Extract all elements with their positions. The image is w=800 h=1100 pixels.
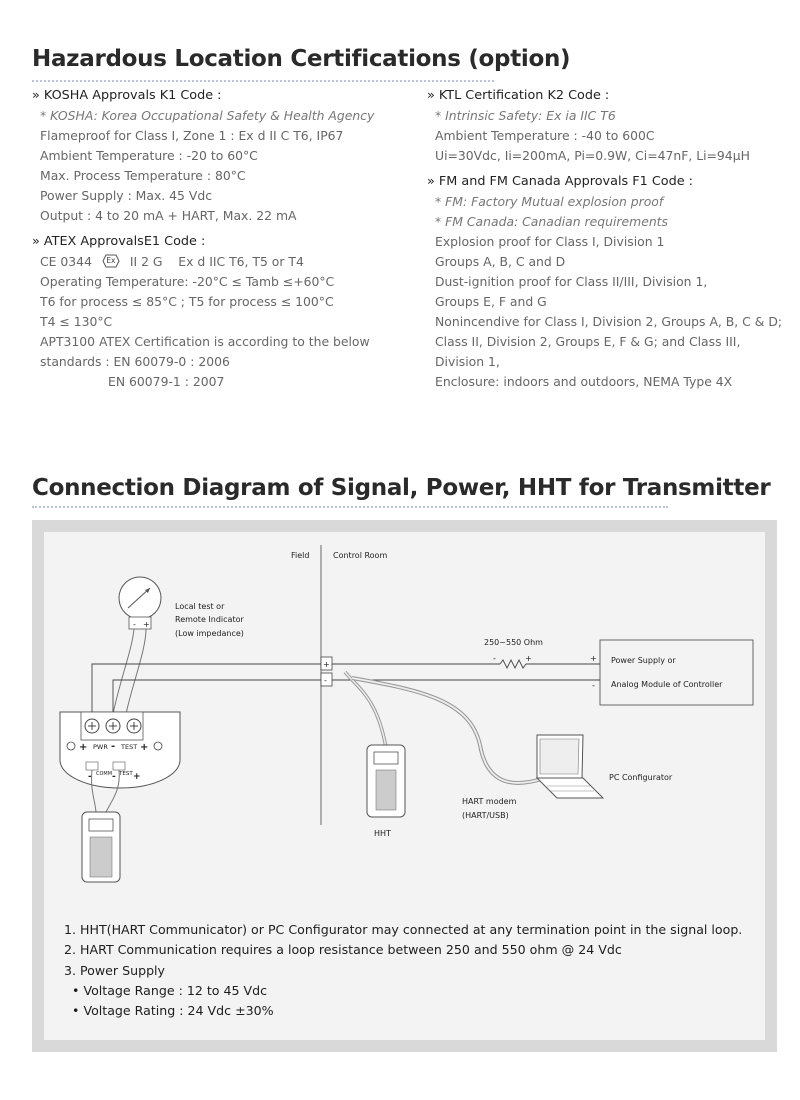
fm-line: Groups E, F and G [435,294,547,309]
kosha-line: Ambient Temperature : -20 to 60°C [40,148,258,163]
atex-line: standards : EN 60079-0 : 2006 [40,354,230,369]
resistor-minus: - [493,654,496,663]
atex-cert-prefix: CE 0344 [40,254,92,269]
power-supply-label: Analog Module of Controller [611,680,723,689]
hht-lower-device-icon [82,812,120,882]
resistor-icon [500,660,526,668]
gauge-plus: + [143,620,150,629]
kosha-line: Power Supply : Max. 45 Vdc [40,188,213,203]
resistor-plus: + [525,654,532,663]
kosha-heading: » KOSHA Approvals K1 Code : [32,88,222,103]
pc-configurator-label: PC Configurator [609,773,673,782]
hht-label: HHT [374,829,391,838]
hart-modem-label: (HART/USB) [462,811,509,820]
atex-cert-suffix: II 2 G Ex d IIC T6, T5 or T4 [129,254,304,269]
terminal-plus-label: + [323,660,330,669]
connection-title: Connection Diagram of Signal, Power, HHT for Transmitter [32,475,771,501]
hazardous-title: Hazardous Location Certifications (option) [32,46,571,72]
local-indicator-label: Remote Indicator [175,615,244,624]
atex-line: T4 ≤ 130°C [40,314,113,329]
ktl-line: Ui=30Vdc, Ii=200mA, Pi=0.9W, Ci=47nF, Li=94μH [435,148,750,163]
fm-line: Dust-ignition proof for Class II/III, Division 1, [435,274,708,289]
note-line: 2. HART Communication requires a loop resistance between 250 and 550 ohm @ 24 Vdc [64,942,622,958]
comm-minus: - [88,772,92,782]
atex-heading: » ATEX ApprovalsE1 Code : [32,234,206,249]
kosha-line: Flameproof for Class I, Zone 1 : Ex d II C T6, IP67 [40,128,344,143]
pwr-label: PWR [93,743,108,751]
test-label: TEST [121,743,138,751]
pwr-minus: - [111,741,116,752]
fm-line: Explosion proof for Class I, Division 1 [435,234,665,249]
fm-line: * FM Canada: Canadian requirements [435,214,668,229]
kosha-line: Output : 4 to 20 mA + HART, Max. 22 mA [40,208,297,223]
kosha-line: Max. Process Temperature : 80°C [40,168,246,183]
fm-line: Division 1, [435,354,500,369]
atex-line: Operating Temperature: -20°C ≤ Tamb ≤+60°C [40,274,335,289]
note-line: • Voltage Rating : 24 Vdc ±30% [64,1003,274,1019]
note-line: 1. HHT(HART Communicator) or PC Configurator may connected at any termination point in the signal loop. [64,922,743,937]
supply-minus: - [592,681,595,690]
fm-line: Enclosure: indoors and outdoors, NEMA Type 4X [435,374,733,389]
resistor-label: 250~550 Ohm [484,638,543,647]
fm-line: * FM: Factory Mutual explosion proof [435,194,664,209]
ktl-heading: » KTL Certification K2 Code : [427,88,610,103]
field-label: Field [291,551,310,560]
kosha-line: * KOSHA: Korea Occupational Safety & Health Agency [40,108,375,123]
laptop-icon [537,735,603,798]
atex-line: APT3100 ATEX Certification is according to the below [40,334,370,349]
local-indicator-label: Local test or [175,602,225,611]
fm-line: Nonincendive for Class I, Division 2, Groups A, B, C & D; [435,314,783,329]
note-line: 3. Power Supply [64,962,166,978]
ktl-line: Ambient Temperature : -40 to 600C [435,128,655,143]
test-plus: + [140,742,149,753]
supply-plus: + [590,654,597,663]
fm-line: Class II, Division 2, Groups E, F & G; and Class III, [435,334,741,349]
comm-label: COMM [96,771,113,777]
atex-line: T6 for process ≤ 85°C ; T5 for process ≤ 100°C [40,294,334,309]
hart-modem-label: HART modem [462,797,517,806]
gauge-minus: - [133,620,136,629]
control-room-label: Control Room [333,551,388,560]
power-supply-label: Power Supply or [611,656,676,665]
atex-line: EN 60079-1 : 2007 [108,374,225,389]
fm-heading: » FM and FM Canada Approvals F1 Code : [427,174,693,189]
local-indicator-label: (Low impedance) [175,629,244,638]
terminal-minus-label: - [324,676,327,685]
comm-test-minus: - [112,772,116,782]
comm-test-plus: + [133,772,141,782]
fm-line: Groups A, B, C and D [435,254,566,269]
gauge-icon [119,577,161,629]
ktl-line: * Intrinsic Safety: Ex ia IIC T6 [435,108,616,123]
power-supply-box [600,640,753,705]
comm-test-label: TEST [119,771,133,777]
hht-device-icon [367,745,405,817]
diagram-notes [64,920,742,1021]
ex-symbol: Ex [106,256,116,265]
note-line: • Voltage Range : 12 to 45 Vdc [64,982,268,998]
pwr-plus: + [79,742,88,753]
